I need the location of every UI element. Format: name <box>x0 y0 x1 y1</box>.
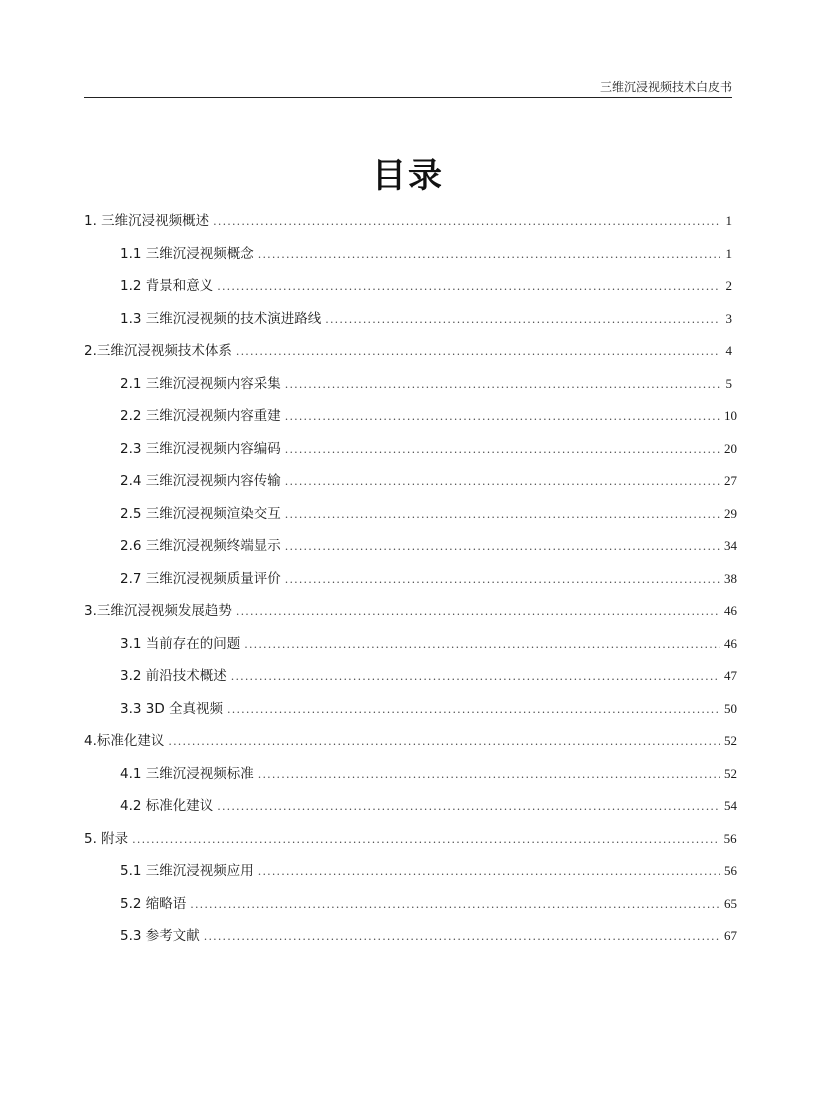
dot-leader <box>244 638 720 651</box>
toc-entry-label: 1.2 背景和意义 <box>120 278 214 294</box>
toc-entry-page-number: 3 <box>725 310 732 326</box>
toc-entry[interactable] <box>84 632 737 665</box>
toc-entry[interactable] <box>84 567 737 600</box>
toc-entry-page-number: 1 <box>725 245 732 261</box>
dot-leader <box>285 378 720 391</box>
toc-entry[interactable] <box>84 664 737 697</box>
toc-entry-label: 3.2 前沿技术概述 <box>120 668 227 684</box>
dot-leader <box>227 703 720 716</box>
dot-leader <box>325 313 720 326</box>
dot-leader <box>258 865 720 878</box>
toc-entry-label: 3.1 当前存在的问题 <box>120 635 241 652</box>
toc-entry[interactable] <box>84 242 732 275</box>
toc-entry-page-number: 20 <box>724 440 737 456</box>
toc-entry[interactable] <box>84 209 732 242</box>
toc-entry[interactable] <box>84 404 737 437</box>
dot-leader <box>258 248 720 261</box>
toc-entry-label: 3.三维沉浸视频发展趋势 <box>84 603 232 619</box>
dot-leader <box>285 508 720 521</box>
toc-entry-page-number: 56 <box>724 863 737 878</box>
toc-entry[interactable] <box>84 502 737 535</box>
toc-entry-page-number: 67 <box>724 928 737 943</box>
dot-leader <box>285 475 720 488</box>
dot-leader <box>285 410 720 423</box>
toc-entry[interactable] <box>84 372 732 405</box>
toc-entry-page-number: 34 <box>724 538 737 553</box>
toc-entry-page-number: 27 <box>724 473 737 488</box>
toc-entry-label: 2.2 三维沉浸视频内容重建 <box>120 408 281 424</box>
dot-leader <box>231 670 720 683</box>
dot-leader <box>204 930 720 943</box>
dot-leader <box>285 443 720 456</box>
toc-entry-page-number: 65 <box>724 895 737 911</box>
toc-entry-page-number: 54 <box>724 798 737 813</box>
toc-entry[interactable] <box>84 892 737 925</box>
toc-entry-page-number: 1 <box>725 213 732 228</box>
toc-entry-page-number: 47 <box>724 668 737 683</box>
toc-entry-page-number: 29 <box>724 505 737 521</box>
toc-entry[interactable] <box>84 859 737 892</box>
toc-entry-label: 4.标准化建议 <box>84 733 165 749</box>
toc-entry[interactable] <box>84 827 737 860</box>
toc-entry-label: 4.1 三维沉浸视频标准 <box>120 765 254 782</box>
toc-entry[interactable] <box>84 794 737 827</box>
toc-entry-label: 2.7 三维沉浸视频质量评价 <box>120 570 281 587</box>
toc-entry[interactable] <box>84 697 737 730</box>
toc-entry-label: 5. 附录 <box>84 830 129 847</box>
toc-entry-label: 3.3 3D 全真视频 <box>120 700 224 717</box>
toc-entry-label: 2.5 三维沉浸视频渲染交互 <box>120 505 281 522</box>
toc-entry[interactable] <box>84 762 737 795</box>
dot-leader <box>285 540 720 553</box>
dot-leader <box>132 833 719 846</box>
toc-entry-page-number: 5 <box>725 375 732 391</box>
toc-entry-page-number: 50 <box>724 700 737 716</box>
dot-leader <box>168 735 720 748</box>
toc-entry[interactable] <box>84 599 737 632</box>
toc-title: 目录 <box>372 156 444 196</box>
toc-entry-label: 2.6 三维沉浸视频终端显示 <box>120 538 281 554</box>
toc-entry-label: 5.1 三维沉浸视频应用 <box>120 863 254 879</box>
dot-leader <box>213 215 720 228</box>
toc-entry[interactable] <box>84 534 737 567</box>
toc-entry[interactable] <box>84 274 732 307</box>
table-of-contents <box>84 209 737 957</box>
dot-leader <box>217 280 720 293</box>
toc-entry-label: 2.三维沉浸视频技术体系 <box>84 343 232 359</box>
toc-entry[interactable] <box>84 307 732 340</box>
dot-leader <box>258 768 720 781</box>
toc-entry[interactable] <box>84 924 737 957</box>
toc-entry-label: 5.3 参考文献 <box>120 928 200 944</box>
toc-entry-label: 1. 三维沉浸视频概述 <box>84 213 210 229</box>
toc-entry-label: 2.3 三维沉浸视频内容编码 <box>120 440 281 457</box>
toc-entry-page-number: 52 <box>724 733 737 748</box>
header-doc-title: 三维沉浸视频技术白皮书 <box>599 80 732 94</box>
toc-entry-page-number: 52 <box>724 765 737 781</box>
dot-leader <box>190 898 720 911</box>
toc-entry-label: 2.1 三维沉浸视频内容采集 <box>120 375 281 392</box>
toc-entry[interactable] <box>84 469 737 502</box>
dot-leader <box>236 605 720 618</box>
page-header <box>84 76 732 98</box>
toc-entry-page-number: 38 <box>724 570 737 586</box>
toc-entry-label: 1.3 三维沉浸视频的技术演进路线 <box>120 310 322 327</box>
toc-entry-page-number: 2 <box>725 278 732 293</box>
toc-entry[interactable] <box>84 729 737 762</box>
dot-leader <box>217 800 720 813</box>
toc-entry-page-number: 10 <box>724 408 737 423</box>
toc-entry-page-number: 56 <box>723 830 737 846</box>
toc-entry-label: 4.2 标准化建议 <box>120 798 214 814</box>
toc-entry-page-number: 4 <box>725 343 732 358</box>
toc-entry-label: 1.1 三维沉浸视频概念 <box>120 245 254 262</box>
toc-entry-page-number: 46 <box>724 603 737 618</box>
toc-entry-page-number: 46 <box>724 635 737 651</box>
toc-entry-label: 5.2 缩略语 <box>120 895 187 912</box>
toc-entry[interactable] <box>84 437 737 470</box>
toc-entry-label: 2.4 三维沉浸视频内容传输 <box>120 473 281 489</box>
dot-leader <box>236 345 720 358</box>
dot-leader <box>285 573 720 586</box>
toc-entry[interactable] <box>84 339 732 372</box>
